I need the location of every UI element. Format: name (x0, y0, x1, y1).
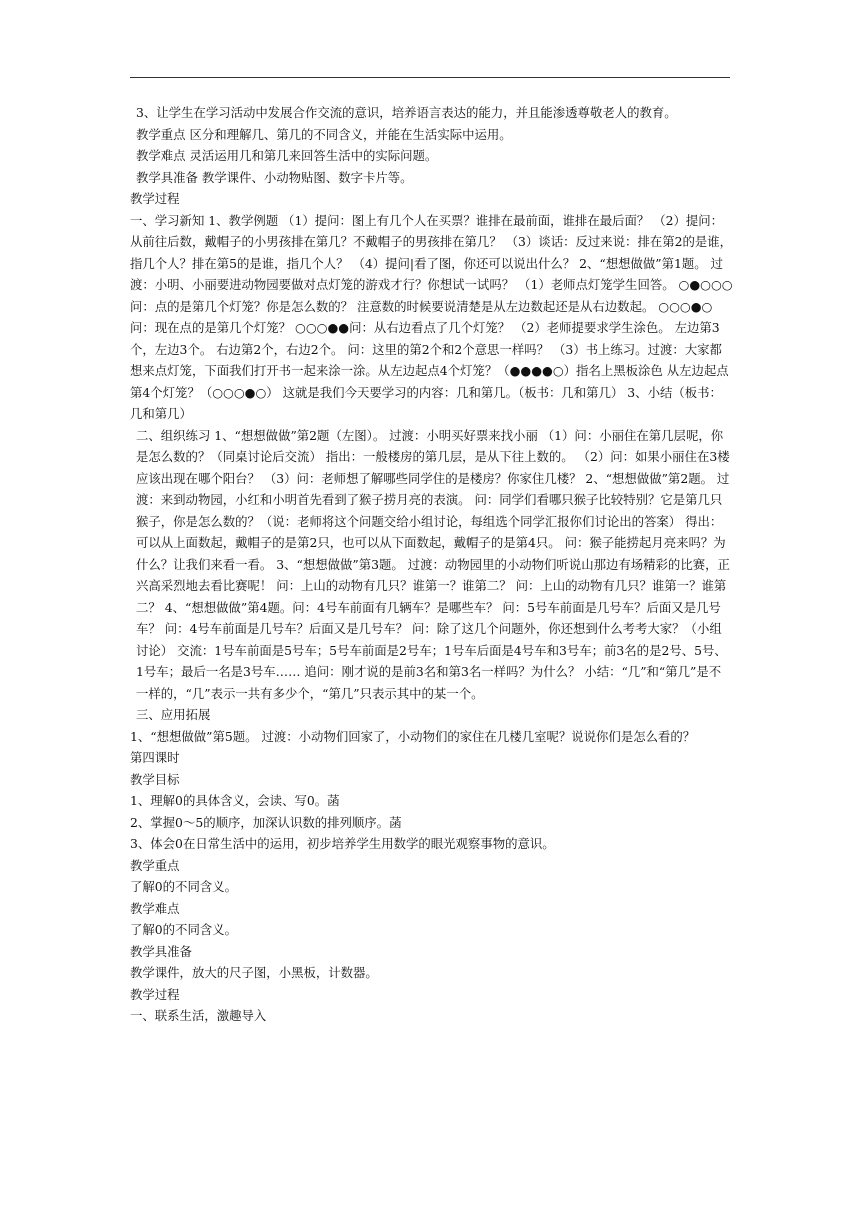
lesson-heading: 第四课时 (130, 750, 180, 765)
body-line: 教学课件，放大的尺子图，小黑板，计数器。 (130, 965, 378, 980)
objective-3: 3、让学生在学习活动中发展合作交流的意识，培养语言表达的能力，并且能渗透尊敬老人的教育。 (136, 105, 677, 120)
section-heading: 教学过程 (130, 191, 180, 206)
objective-item: 2、掌握0～5的顺序，加深认识数的排列顺序。菡 (130, 814, 402, 830)
section-heading: 教学目标 (130, 771, 180, 787)
teaching-materials: 教学具准备 教学课件、小动物贴图、数字卡片等。 (136, 169, 413, 185)
section-heading: 教学过程 (130, 986, 180, 1002)
document-body (130, 102, 733, 1027)
header-rule (130, 77, 730, 78)
paragraph-application: 1、“想想做做”第5题。 过渡：小动物们回家了，小动物们的家住在几楼几室呢？说说你们是怎么看的？ (130, 728, 696, 744)
objective-item: 1、理解0的具体含义，会读、写0。菡 (130, 793, 340, 808)
section-heading: 教学重点 (130, 857, 180, 873)
section-heading: 教学难点 (130, 900, 180, 916)
key-point: 教学重点 区分和理解几、第几的不同含义，并能在生活实际中运用。 (136, 126, 512, 142)
paragraph-practice: 二、组织练习 1、“想想做做”第2题（左图）。 过渡：小明买好票来找小丽 （1）问：小丽住在第几层呢，你是怎么数的？（同桌讨论后交流） 指出：一般楼房的第几层，是从下往上数的。 （2）问：如果小丽住在3楼应该出现在哪个阳台？ （3）问：老师想了解哪些同学住的是楼房？你家住几楼？ 2、“想想做做”第2题。 过渡：来到动物园，小红和小明首先看到了猴子捞月亮的表演。 问：同学们看哪只猴子比较特别？它是第几只猴子，你是怎么数的？（说：老师将这个问题交给小组讨论，每组选个同学汇报你们讨论出的答案） 得出：可以从上面数起，戴帽子的是第2只，也可以从下面数起，戴帽子的是第4只。 问：猴子能捞起月亮来吗？为什么？让我们来看一看。 3、“想想做做”第3题。 过渡：动物园里的小动物们听说山那边有场精彩的比赛，正兴高采烈地去看比赛呢！ 问：上山的动物有几只？谁第一？谁第二？ 问：上山的动物有几只？谁第一？谁第二？ 4、“想想做做”第4题。问：4号车前面有几辆车？是哪些车？ 问：5号车前面是几号车？后面又是几号车？ 问：4号车前面是几号车？后面又是几号车？ 问：除了这几个问题外，你还想到什么考考大家？（小组讨论） 交流：1号车前面是5号车；5号车前面是2号车；1号车后面是4号车和3号车；前3名的是2号、5号、1号车；最后一名是3号车…… 追问：刚才说的是前3名和第3名一样吗？为什么？ 小结：“几”和“第几”是不一样的，“几”表示一共有多少个，“第几”只表示其中的某一个。 (136, 427, 730, 701)
body-line: 了解0的不同含义。 (130, 922, 238, 937)
objective-item: 3、体会0在日常生活中的运用，初步培养学生用数学的眼光观察事物的意识。 (130, 836, 555, 851)
body-line: 一、联系生活，激趣导入 (130, 1008, 267, 1023)
paragraph-new-knowledge: 一、学习新知 1、教学例题 （1）提问：图上有几个人在买票？谁排在最前面，谁排在最后面？ （2）提问：从前往后数，戴帽子的小男孩排在第几？不戴帽子的男孩排在第几？ （3）谈话：反过来说：排在第2的是谁，指几个人？排在第5的是谁，指几个人？ （4）提问|看了图，你还可以说出什么？ 2、“想想做做”第1题。 过渡：小明、小丽要进动物园要做对点灯笼的游戏才行？你想试一试吗？ （1）老师点灯笼学生回答。 ○●○○○问：点的是第几个灯笼？你是怎么数的？ 注意数的时候要说清楚是从左边数起还是从右边数起。 ○○○●○问：现在点的是第几个灯笼？ ○○○●●问：从右边看点了几个灯笼？ （2）老师提要求学生涂色。 左边第3个，左边3个。 右边第2个，右边2个。 问：这里的第2个和2个意思一样吗？ （3）书上练习。过渡：大家都想来点灯笼，下面我们打开书一起来涂一涂。从左边起点4个灯笼？（●●●●○）指名上黑板涂色 从左边起点第4个灯笼？（○○○●○） 这就是我们今天要学习的内容：几和第几。（板书：几和第几） 3、小结（板书：几和第几） (130, 212, 733, 421)
section-heading: 三、应用拓展 (136, 707, 211, 722)
body-line: 了解0的不同含义。 (130, 879, 238, 894)
difficult-point: 教学难点 灵活运用几和第几来回答生活中的实际问题。 (136, 148, 438, 163)
section-heading: 教学具准备 (130, 943, 192, 959)
